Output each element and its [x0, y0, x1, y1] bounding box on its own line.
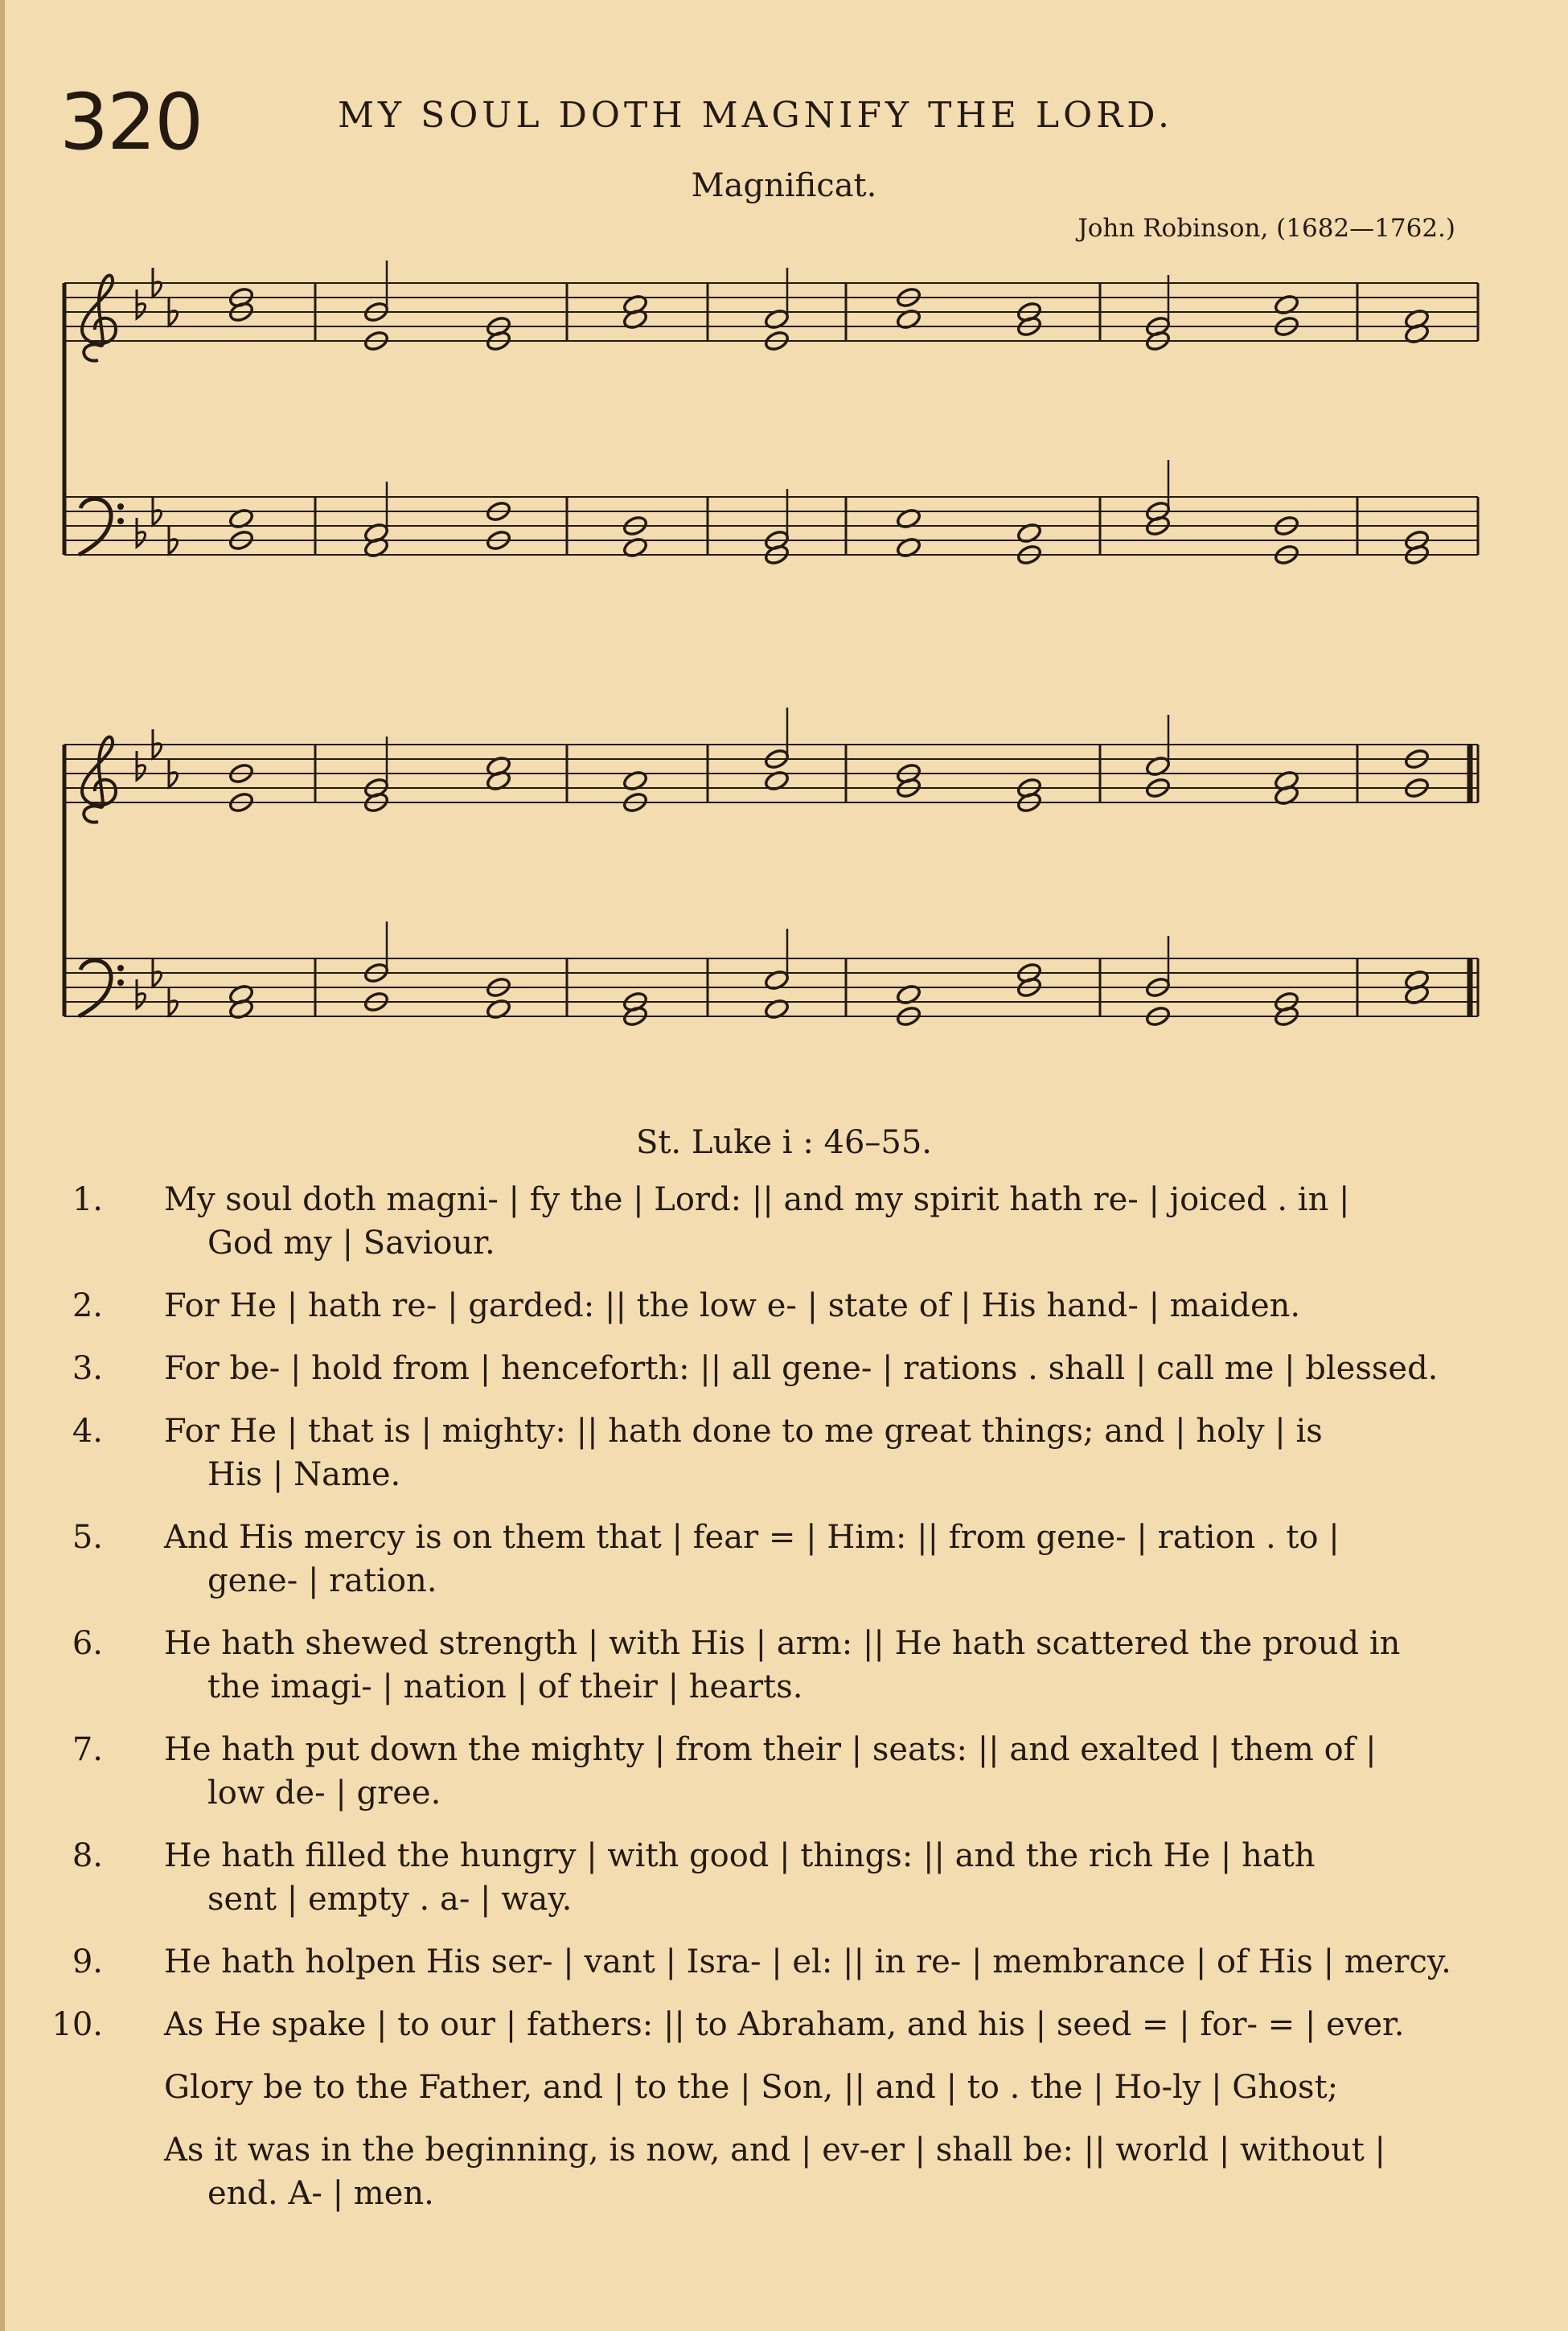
bass-clef-dot	[117, 979, 124, 986]
verse-number: 6.	[72, 1625, 103, 1662]
verse-number: 4.	[72, 1413, 103, 1450]
verse-line: As it was in the beginning, is now, and | ev-er | shall be: || world | without |	[164, 2132, 1386, 2169]
bass-clef-icon	[79, 499, 111, 555]
verse-line: And His mercy is on them that | fear = | Him: || from gene- | ration . to |	[164, 1519, 1340, 1556]
verse-line: He hath filled the hungry | with good | things: || and the rich He | hath	[164, 1837, 1316, 1874]
hymn-subtitle: Magnificat.	[691, 167, 877, 204]
verse-number: 1.	[72, 1181, 103, 1218]
verse-line: the imagi- | nation | of their | hearts.	[207, 1668, 803, 1705]
verse-line: As He spake | to our | fathers: || to Abraham, and his | seed = | for- = | ever.	[164, 2006, 1405, 2043]
flat-sign-icon	[137, 518, 146, 547]
treble-clef-icon	[82, 737, 116, 822]
flat-sign-icon	[169, 525, 178, 554]
bass-clef-dot	[117, 965, 124, 971]
verse-line: For be- | hold from | henceforth: || all gene- | rations . shall | call me | blessed.	[164, 1350, 1439, 1387]
verse-number: 7.	[72, 1731, 103, 1768]
verse-number: 5.	[72, 1519, 103, 1556]
doxology-line	[51, 2066, 1488, 2109]
bass-clef-icon	[79, 960, 111, 1016]
flat-sign-icon	[137, 289, 146, 318]
verse-line: He hath holpen His ser- | vant | Isra- | el: || in re- | membrance | of His | mercy.	[164, 1943, 1451, 1980]
flat-sign-icon	[153, 958, 162, 987]
verse	[51, 1347, 1488, 1390]
verse	[51, 1622, 1488, 1709]
hymn-title: MY SOUL DOTH MAGNIFY THE LORD.	[338, 95, 1174, 136]
verse-number: 3.	[72, 1350, 103, 1387]
flat-sign-icon	[137, 751, 146, 780]
verse	[51, 1940, 1488, 1984]
composer-credit: John Robinson, (1682—1762.)	[1077, 214, 1455, 243]
verse-line: He hath shewed strength | with His | arm: || He hath scattered the proud in	[164, 1625, 1401, 1662]
verse-line: He hath put down the mighty | from their | seats: || and exalted | them of |	[164, 1731, 1377, 1768]
verse-line: low de- | gree.	[207, 1775, 441, 1812]
verse	[51, 1178, 1488, 1265]
doxology-line	[51, 2128, 1488, 2215]
flat-sign-icon	[169, 758, 178, 787]
bass-clef-dot	[117, 518, 124, 524]
verse-number: 9.	[72, 1943, 103, 1980]
verse	[51, 1728, 1488, 1815]
flat-sign-icon	[137, 979, 146, 1008]
hymn-number: 320	[60, 77, 203, 167]
verse	[51, 1284, 1488, 1328]
flat-sign-icon	[153, 729, 162, 758]
verse-line: My soul doth magni- | fy the | Lord: || and my spirit hath re- | joiced . in |	[164, 1181, 1350, 1218]
verse-line: gene- | ration.	[207, 1562, 437, 1599]
flat-sign-icon	[169, 297, 178, 326]
flat-sign-icon	[153, 496, 162, 525]
verse	[51, 1516, 1488, 1603]
flat-sign-icon	[169, 987, 178, 1016]
verse-number: 10.	[51, 2006, 103, 2043]
verse	[51, 1834, 1488, 1921]
bass-clef-dot	[117, 503, 124, 510]
music-score	[0, 233, 1568, 1094]
verse-line: God my | Saviour.	[207, 1225, 495, 1262]
verse	[51, 1410, 1488, 1496]
verse	[51, 2003, 1488, 2046]
verse-number: 8.	[72, 1837, 103, 1874]
flat-sign-icon	[153, 268, 162, 297]
chant-verses	[51, 1178, 1488, 2235]
treble-clef-icon	[82, 275, 116, 360]
verse-line: For He | that is | mighty: || hath done to me great things; and | holy | is	[164, 1413, 1323, 1450]
verse-line: end. A- | men.	[207, 2175, 434, 2212]
verse-number: 2.	[72, 1287, 103, 1324]
verse-line: sent | empty . a- | way.	[207, 1881, 573, 1918]
verse-line: Glory be to the Father, and | to the | Son, || and | to . the | Ho-ly | Ghost;	[164, 2069, 1339, 2106]
scripture-reference: St. Luke i : 46–55.	[635, 1124, 933, 1161]
verse-line: For He | hath re- | garded: || the low e- | state of | His hand- | maiden.	[164, 1287, 1301, 1324]
verse-line: His | Name.	[207, 1456, 401, 1493]
